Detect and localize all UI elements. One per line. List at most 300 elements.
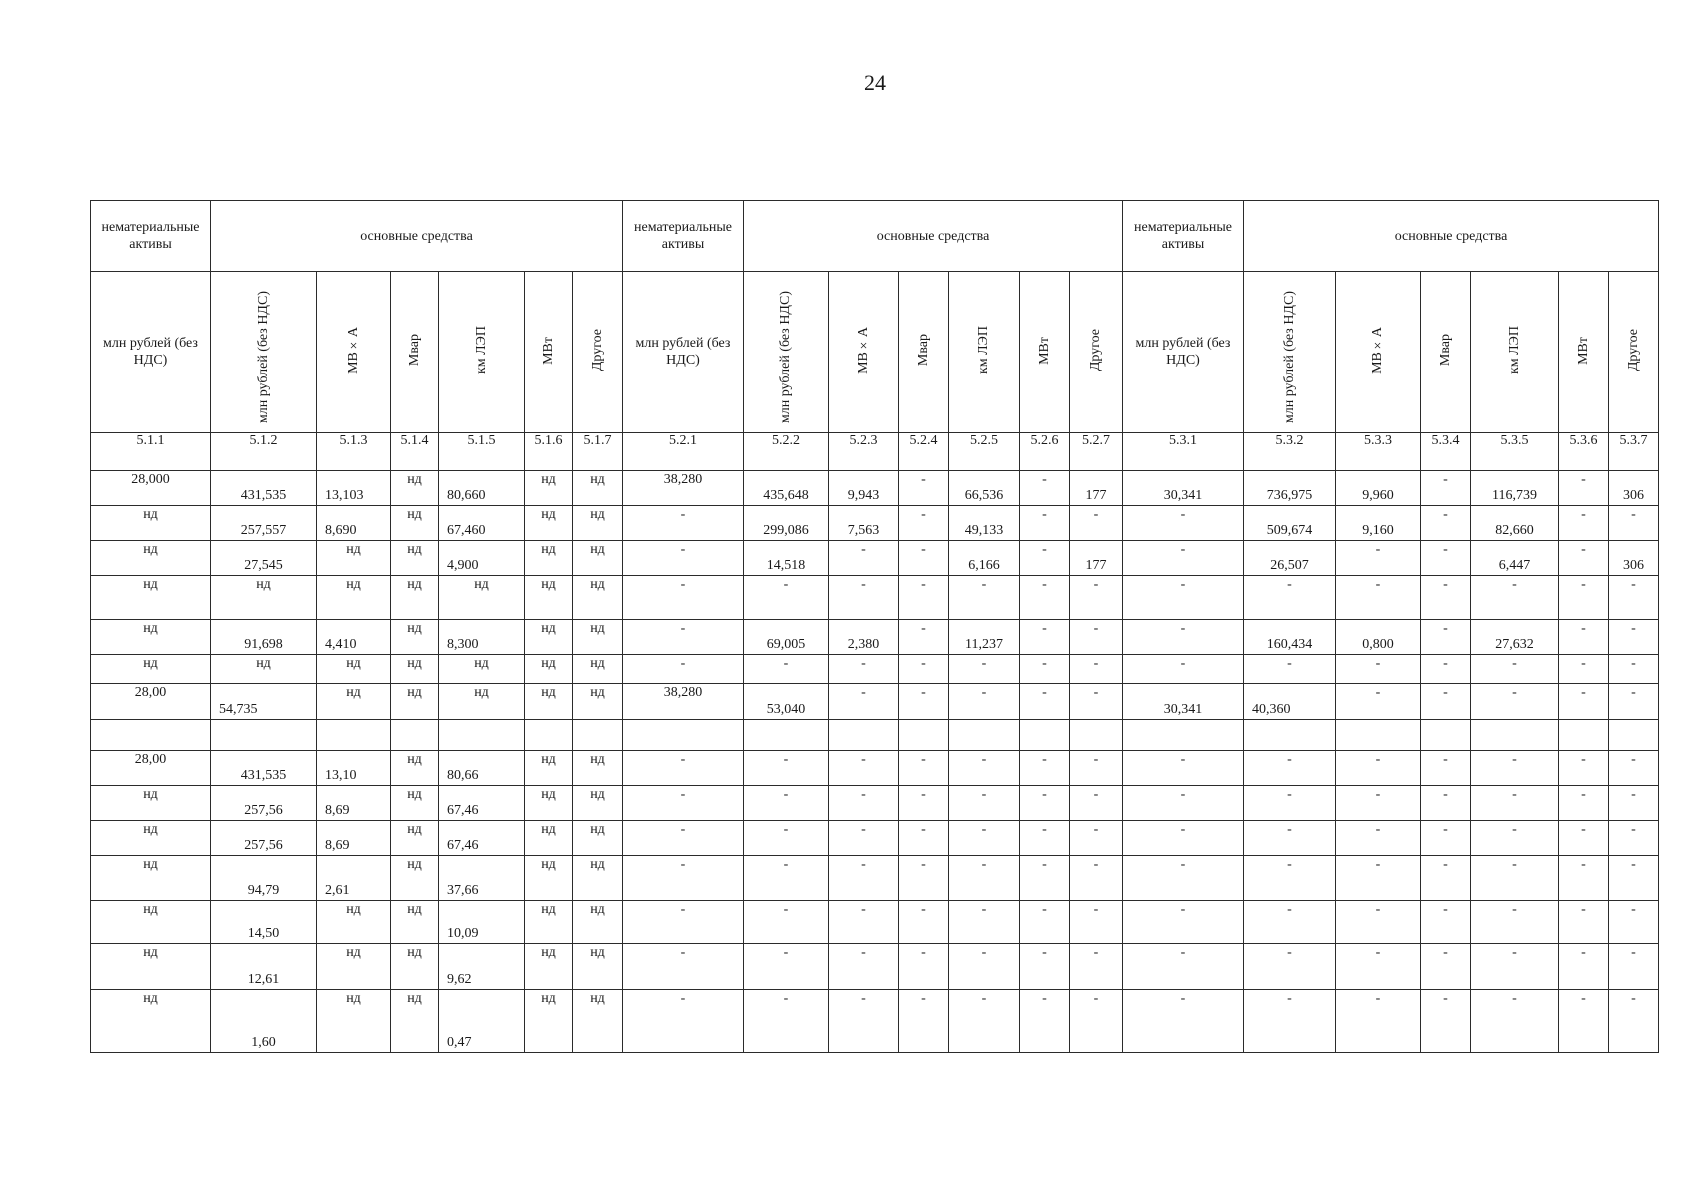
cell-value: 257,557: [240, 523, 287, 538]
cell-value: нд: [407, 857, 422, 872]
unit-header-mvar: [1421, 272, 1471, 433]
unit-label: млн рублей (без НДС): [1281, 290, 1297, 423]
cell-value: нд: [590, 472, 605, 487]
table-cell: [1609, 751, 1659, 786]
cell-value: -: [1443, 752, 1448, 767]
column-code: 5.3.2: [1244, 433, 1336, 471]
unit-label: МВт: [1036, 336, 1052, 365]
table-cell: [623, 786, 744, 821]
table-cell: [1020, 720, 1070, 751]
table-cell: [439, 655, 525, 684]
table-cell: [949, 944, 1020, 990]
table-cell: [744, 786, 829, 821]
table-cell: [1559, 684, 1609, 720]
unit-header-mvar: [899, 272, 949, 433]
cell-value: -: [861, 685, 866, 700]
table-cell: [1421, 506, 1471, 541]
cell-value: -: [1287, 902, 1292, 917]
cell-value: 54,735: [219, 702, 258, 717]
table-cell: [1244, 506, 1336, 541]
cell-value: нд: [541, 787, 556, 802]
table-cell: [949, 856, 1020, 901]
cell-value: -: [1375, 577, 1381, 592]
group-header-fixed: основные средства: [211, 201, 623, 272]
cell-value: -: [861, 577, 866, 592]
cell-value: -: [1512, 685, 1517, 700]
cell-value: -: [1443, 857, 1448, 872]
table-cell: [829, 856, 899, 901]
table-row: [91, 620, 1659, 655]
unit-header-km: [1471, 272, 1559, 433]
cell-value: -: [1375, 857, 1381, 872]
table-cell: [573, 471, 623, 506]
cell-value: -: [921, 857, 926, 872]
cell-value: -: [1581, 752, 1586, 767]
table-cell: [1020, 901, 1070, 944]
cell-value: -: [1180, 507, 1186, 522]
unit-header-unit_mln_rot: [744, 272, 829, 433]
unit-header-km: [949, 272, 1020, 433]
cell-value: 4,410: [325, 637, 357, 652]
table-cell: [317, 506, 391, 541]
cell-value: -: [921, 787, 926, 802]
cell-value: 38,280: [663, 472, 703, 487]
cell-value: 94,79: [247, 883, 280, 898]
cell-value: 30,341: [1163, 488, 1203, 503]
cell-value: 67,46: [447, 838, 479, 853]
unit-header-mva: [829, 272, 899, 433]
table-cell: [1244, 576, 1336, 620]
table-cell: [317, 471, 391, 506]
cell-value: -: [1042, 902, 1047, 917]
cell-value: нд: [590, 752, 605, 767]
table-cell: [525, 506, 573, 541]
column-code: 5.1.5: [439, 433, 525, 471]
table-row: [91, 821, 1659, 856]
table-row: [91, 506, 1659, 541]
cell-value: -: [1093, 787, 1099, 802]
cell-value: нд: [407, 472, 422, 487]
cell-value: -: [1093, 507, 1099, 522]
table-cell: [211, 901, 317, 944]
table-cell: [1559, 856, 1609, 901]
cell-value: -: [1375, 787, 1381, 802]
cell-value: -: [1287, 991, 1292, 1006]
table-cell: [1070, 786, 1123, 821]
cell-value: -: [1093, 991, 1099, 1006]
table-cell: [317, 684, 391, 720]
cell-value: 12,61: [247, 972, 280, 987]
table-cell: [573, 786, 623, 821]
cell-value: -: [680, 752, 686, 767]
cell-value: 53,040: [766, 702, 806, 717]
cell-value: -: [1631, 822, 1636, 837]
unit-header-mva: [317, 272, 391, 433]
table-cell: [525, 471, 573, 506]
column-code: 5.1.2: [211, 433, 317, 471]
cell-value: нд: [407, 685, 422, 700]
table-cell: [1609, 506, 1659, 541]
table-cell: [623, 576, 744, 620]
table-cell: [1421, 821, 1471, 856]
table-cell: [623, 506, 744, 541]
column-code: 5.3.3: [1336, 433, 1421, 471]
table-cell: [1609, 541, 1659, 576]
table-cell: [1244, 944, 1336, 990]
cell-value: -: [1631, 685, 1636, 700]
table-cell: [1070, 620, 1123, 655]
column-code: 5.3.7: [1609, 433, 1659, 471]
table-cell: [1336, 821, 1421, 856]
unit-header-row: [91, 272, 1659, 433]
cell-value: нд: [407, 752, 422, 767]
cell-value: -: [1093, 822, 1099, 837]
cell-value: -: [1581, 621, 1586, 636]
cell-value: -: [1443, 787, 1448, 802]
group-header-fixed: основные средства: [744, 201, 1123, 272]
cell-value: нд: [541, 752, 556, 767]
cell-value: -: [1042, 787, 1047, 802]
cell-value: -: [680, 991, 686, 1006]
cell-value: нд: [590, 685, 605, 700]
cell-value: -: [680, 621, 686, 636]
unit-label: Другое: [589, 329, 605, 372]
table-cell: [525, 856, 573, 901]
cell-value: -: [1042, 685, 1047, 700]
cell-value: 66,536: [964, 488, 1004, 503]
table-cell: [1609, 856, 1659, 901]
table-cell: [391, 856, 439, 901]
table-cell: [91, 751, 211, 786]
cell-value: -: [921, 991, 926, 1006]
table-cell: [1244, 786, 1336, 821]
cell-value: -: [680, 507, 686, 522]
unit-label: МВ×А: [855, 327, 871, 374]
table-cell: [829, 684, 899, 720]
table-cell: [1421, 786, 1471, 821]
unit-header-mln: млн рублей (без НДС): [1123, 272, 1244, 433]
cell-value: 257,56: [244, 803, 283, 818]
table-cell: [1609, 990, 1659, 1053]
cell-value: -: [981, 577, 987, 592]
table-cell: [1421, 620, 1471, 655]
table-cell: [391, 620, 439, 655]
cell-value: нд: [143, 945, 158, 960]
table-cell: [391, 684, 439, 720]
table-cell: [899, 655, 949, 684]
cell-value: нд: [590, 902, 605, 917]
cell-value: -: [1581, 902, 1586, 917]
cell-value: нд: [256, 577, 271, 592]
table-cell: [623, 944, 744, 990]
table-cell: [1070, 655, 1123, 684]
table-cell: [899, 786, 949, 821]
table-cell: [1020, 856, 1070, 901]
table-cell: [623, 620, 744, 655]
table-cell: [1421, 990, 1471, 1053]
table-cell: [211, 541, 317, 576]
cell-value: -: [1443, 991, 1448, 1006]
cell-value: 736,975: [1266, 488, 1313, 503]
cell-value: нд: [143, 857, 158, 872]
table-cell: [1020, 944, 1070, 990]
table-row: [91, 786, 1659, 821]
table-cell: [211, 990, 317, 1053]
table-row: [91, 541, 1659, 576]
table-cell: [1421, 856, 1471, 901]
table-cell: [91, 655, 211, 684]
cell-value: нд: [143, 991, 158, 1006]
table-cell: [91, 856, 211, 901]
cell-value: нд: [407, 656, 422, 671]
table-cell: [1421, 944, 1471, 990]
table-cell: [91, 684, 211, 720]
cell-value: нд: [143, 542, 158, 557]
table-cell: [317, 944, 391, 990]
table-cell: [623, 856, 744, 901]
cell-value: -: [1443, 902, 1448, 917]
cell-value: 37,66: [447, 883, 479, 898]
cell-value: -: [921, 542, 926, 557]
cell-value: -: [1093, 752, 1099, 767]
cell-value: нд: [541, 507, 556, 522]
table-cell: [525, 720, 573, 751]
cell-value: -: [921, 902, 926, 917]
cell-value: -: [1180, 991, 1186, 1006]
cell-value: -: [1581, 991, 1586, 1006]
table-cell: [1421, 541, 1471, 576]
table-cell: [744, 720, 829, 751]
cell-value: -: [1443, 822, 1448, 837]
cell-value: -: [921, 656, 926, 671]
table-cell: [899, 990, 949, 1053]
cell-value: -: [1512, 752, 1517, 767]
column-code: 5.1.1: [91, 433, 211, 471]
cell-value: -: [861, 752, 866, 767]
table-cell: [1244, 471, 1336, 506]
cell-value: -: [1581, 542, 1586, 557]
table-cell: [623, 751, 744, 786]
table-cell: [1244, 751, 1336, 786]
table-cell: [1559, 576, 1609, 620]
table-cell: [525, 901, 573, 944]
table-cell: [1336, 944, 1421, 990]
table-row: [91, 856, 1659, 901]
table-cell: [573, 506, 623, 541]
table-cell: [949, 471, 1020, 506]
cell-value: -: [783, 945, 789, 960]
table-cell: [1123, 471, 1244, 506]
table-cell: [1471, 944, 1559, 990]
table-cell: [91, 944, 211, 990]
table-cell: [829, 506, 899, 541]
unit-header-mva: [1336, 272, 1421, 433]
table-cell: [1123, 720, 1244, 751]
table-cell: [899, 944, 949, 990]
table-cell: [1020, 786, 1070, 821]
cell-value: нд: [407, 902, 422, 917]
unit-label: Мвар: [915, 334, 931, 367]
cell-value: 14,518: [766, 558, 806, 573]
table-cell: [1471, 901, 1559, 944]
cell-value: -: [1093, 685, 1099, 700]
cell-value: -: [1287, 857, 1292, 872]
table-cell: [949, 821, 1020, 856]
cell-value: -: [1375, 902, 1381, 917]
table-cell: [949, 684, 1020, 720]
table-cell: [91, 541, 211, 576]
table-cell: [1123, 655, 1244, 684]
table-cell: [829, 990, 899, 1053]
table-cell: [1123, 821, 1244, 856]
cell-value: -: [921, 507, 926, 522]
cell-value: 116,739: [1492, 488, 1537, 503]
table-cell: [317, 620, 391, 655]
table-cell: [829, 786, 899, 821]
cell-value: -: [1631, 656, 1636, 671]
table-cell: [317, 576, 391, 620]
table-cell: [211, 576, 317, 620]
table-cell: [744, 620, 829, 655]
table-cell: [1471, 471, 1559, 506]
table-row: [91, 751, 1659, 786]
table-cell: [1609, 944, 1659, 990]
cell-value: -: [1443, 945, 1448, 960]
table-cell: [1123, 506, 1244, 541]
cell-value: нд: [590, 945, 605, 960]
cell-value: нд: [143, 822, 158, 837]
cell-value: -: [1042, 822, 1047, 837]
cell-value: нд: [143, 577, 158, 592]
table-cell: [391, 990, 439, 1053]
cell-value: нд: [407, 991, 422, 1006]
table-cell: [573, 856, 623, 901]
table-cell: [744, 990, 829, 1053]
cell-value: нд: [143, 787, 158, 802]
cell-value: -: [783, 752, 789, 767]
cell-value: -: [1180, 822, 1186, 837]
table-cell: [899, 901, 949, 944]
table-cell: [1336, 990, 1421, 1053]
unit-header-other: [573, 272, 623, 433]
cell-value: -: [1631, 857, 1636, 872]
table-cell: [1244, 990, 1336, 1053]
cell-value: -: [1287, 945, 1292, 960]
table-cell: [744, 576, 829, 620]
table-cell: [439, 990, 525, 1053]
table-cell: [317, 856, 391, 901]
cell-value: нд: [143, 902, 158, 917]
table-cell: [1020, 684, 1070, 720]
cell-value: -: [1093, 621, 1099, 636]
table-cell: [211, 751, 317, 786]
cell-value: -: [981, 752, 987, 767]
table-cell: [1471, 751, 1559, 786]
table-cell: [744, 684, 829, 720]
table-cell: [91, 471, 211, 506]
group-header-intangible: нематериальные активы: [623, 201, 744, 272]
table-cell: [391, 720, 439, 751]
table-cell: [1336, 901, 1421, 944]
table-cell: [829, 751, 899, 786]
table-cell: [1336, 655, 1421, 684]
table-cell: [1244, 821, 1336, 856]
cell-value: -: [1180, 577, 1186, 592]
cell-value: -: [861, 857, 866, 872]
table-cell: [573, 620, 623, 655]
table-cell: [949, 655, 1020, 684]
cell-value: нд: [143, 656, 158, 671]
cell-value: 27,632: [1495, 637, 1534, 652]
table-cell: [829, 541, 899, 576]
table-cell: [829, 620, 899, 655]
table-cell: [949, 506, 1020, 541]
unit-label: Другое: [1625, 329, 1641, 372]
table-cell: [525, 990, 573, 1053]
table-cell: [949, 901, 1020, 944]
cell-value: -: [1180, 945, 1186, 960]
cell-value: нд: [541, 902, 556, 917]
cell-value: -: [1180, 787, 1186, 802]
cell-value: -: [921, 752, 926, 767]
table-cell: [439, 541, 525, 576]
cell-value: 13,10: [325, 768, 357, 783]
cell-value: нд: [541, 857, 556, 872]
cell-value: -: [1093, 656, 1099, 671]
table-cell: [317, 541, 391, 576]
cell-value: нд: [143, 621, 158, 636]
table-cell: [1559, 655, 1609, 684]
table-cell: [1336, 506, 1421, 541]
table-cell: [525, 751, 573, 786]
cell-value: 40,360: [1252, 702, 1291, 717]
cell-value: 431,535: [240, 488, 287, 503]
cell-value: нд: [346, 685, 361, 700]
table-cell: [573, 990, 623, 1053]
table-cell: [1609, 786, 1659, 821]
table-cell: [1123, 684, 1244, 720]
table-cell: [525, 786, 573, 821]
table-cell: [525, 576, 573, 620]
table-cell: [211, 506, 317, 541]
table-cell: [1070, 990, 1123, 1053]
unit-header-mw: [525, 272, 573, 433]
cell-value: -: [1093, 945, 1099, 960]
table-cell: [744, 506, 829, 541]
cell-value: нд: [407, 577, 422, 592]
table-cell: [1609, 720, 1659, 751]
table-cell: [1244, 856, 1336, 901]
table-cell: [439, 786, 525, 821]
cell-value: 82,660: [1495, 523, 1534, 538]
cell-value: 14,50: [247, 926, 280, 941]
cell-value: -: [1512, 787, 1517, 802]
unit-label: МВ×А: [1370, 327, 1385, 374]
cell-value: -: [1287, 656, 1292, 671]
table-cell: [949, 620, 1020, 655]
table-cell: [1336, 684, 1421, 720]
unit-header-mvar: [391, 272, 439, 433]
cell-value: -: [1512, 945, 1517, 960]
cell-value: -: [1631, 991, 1636, 1006]
cell-value: 80,66: [447, 768, 479, 783]
cell-value: -: [921, 472, 926, 487]
cell-value: -: [1443, 621, 1448, 636]
table-cell: [623, 901, 744, 944]
unit-header-mln: млн рублей (без НДС): [623, 272, 744, 433]
cell-value: нд: [590, 656, 605, 671]
table-cell: [1559, 720, 1609, 751]
